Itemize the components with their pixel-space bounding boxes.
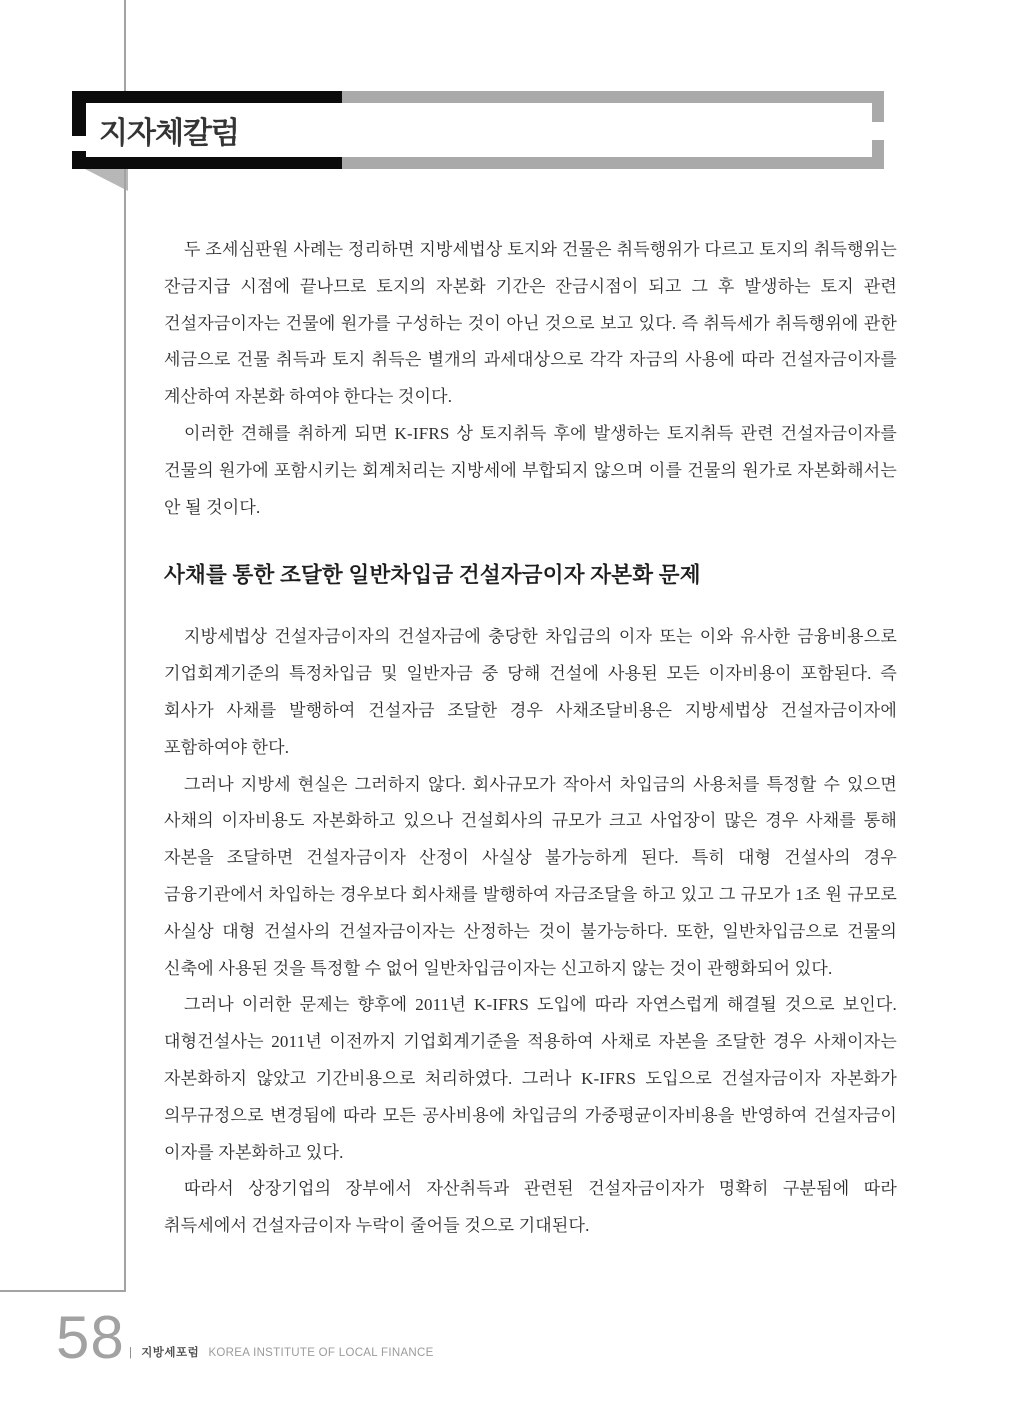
section-heading: 사채를 통한 조달한 일반차입금 건설자금이자 자본화 문제 — [164, 563, 701, 588]
footer-meta — [129, 1346, 434, 1360]
banner-right-edge-gap — [872, 122, 884, 140]
page-number: 58 — [56, 1304, 125, 1371]
column-title: 지자체칼럼 — [99, 117, 239, 150]
banner-left-edge-gap — [72, 136, 86, 151]
margin-rule-horizontal — [0, 1290, 126, 1292]
body-paragraph: 그러나 지방세 현실은 그러하지 않다. 회사규모가 작아서 차입금의 사용처를 특정할 수 있으면 사채의 이자비용도 자본화하고 있으나 건설회사의 규모가 크고 사업장이 많은 경우 사채를 통해 자본을 조달하면 건설자금이자 산정이 사실상 불가능하게 된다. 특히 대형 건설사의 경우 금융기관에서 차입하는 경우보다 회사채를 발행하여 자금조달을 하고 있고 그 규모가 1조 원 규모로 사실상 대형 건설사의 건설자금이자는 산정하는 것이 불가능하다. 또한, 일반차입금으로 건물의 신축에 사용된 것을 특정할 수 없어 일반차입금이자는 신고하지 않는 것이 관행화되어 있다. — [164, 774, 897, 978]
column-header-banner — [72, 91, 884, 169]
article-body — [164, 232, 897, 1245]
banner-corner-fold — [85, 169, 128, 191]
journal-name: 지방세포럼 — [141, 1347, 200, 1359]
institute-name: KOREA INSTITUTE OF LOCAL FINANCE — [208, 1347, 434, 1359]
body-paragraph: 따라서 상장기업의 장부에서 자산취득과 관련된 건설자금이자가 명확히 구분됨에 따라 취득세에서 건설자금이자 누락이 줄어들 것으로 기대된다. — [164, 1179, 897, 1236]
body-paragraph: 지방세법상 건설자금이자의 건설자금에 충당한 차입금의 이자 또는 이와 유사한 금융비용으로 기업회계기준의 특정차입금 및 일반자금 중 당해 건설에 사용된 모든 이자비용이 포함된다. 즉 회사가 사채를 발행하여 건설자금 조달한 경우 사채조달비용은 지방세법상 건설자금이자에 포함하여야 한다. — [164, 627, 897, 757]
margin-rule-vertical — [124, 0, 126, 1292]
footer-separator-bar: | — [129, 1347, 132, 1359]
body-paragraph: 두 조세심판원 사례는 정리하면 지방세법상 토지와 건물은 취득행위가 다르고 토지의 취득행위는 잔금지급 시점에 끝나므로 토지의 자본화 기간은 잔금시점이 되고 그 후 발생하는 토지 관련 건설자금이자는 건물에 원가를 구성하는 것이 아닌 것으로 보고 있다. 즉 취득세가 취득행위에 관한 세금으로 건물 취득과 토지 취득은 별개의 과세대상으로 각각 자금의 사용에 따라 건설자금이자를 계산하여 자본화 하여야 한다는 것이다. — [164, 240, 897, 407]
body-paragraph: 그러나 이러한 문제는 향후에 2011년 K-IFRS 도입에 따라 자연스럽게 해결될 것으로 보인다. 대형건설사는 2011년 이전까지 기업회계기준을 적용하여 사채로 자본을 조달한 경우 사채이자는 자본화하지 않았고 기간비용으로 처리하였다. 그러나 K-IFRS 도입으로 건설자금이자 자본화가 의무규정으로 변경됨에 따라 모든 공사비용에 차입금의 가중평균이자비용을 반영하여 건설자금이 이자를 자본화하고 있다. — [164, 995, 897, 1162]
body-paragraph: 이러한 견해를 취하게 되면 K-IFRS 상 토지취득 후에 발생하는 토지취득 관련 건설자금이자를 건물의 원가에 포함시키는 회계처리는 지방세에 부합되지 않으며 이를 건물의 원가로 자본화해서는 안 될 것이다. — [164, 423, 897, 517]
